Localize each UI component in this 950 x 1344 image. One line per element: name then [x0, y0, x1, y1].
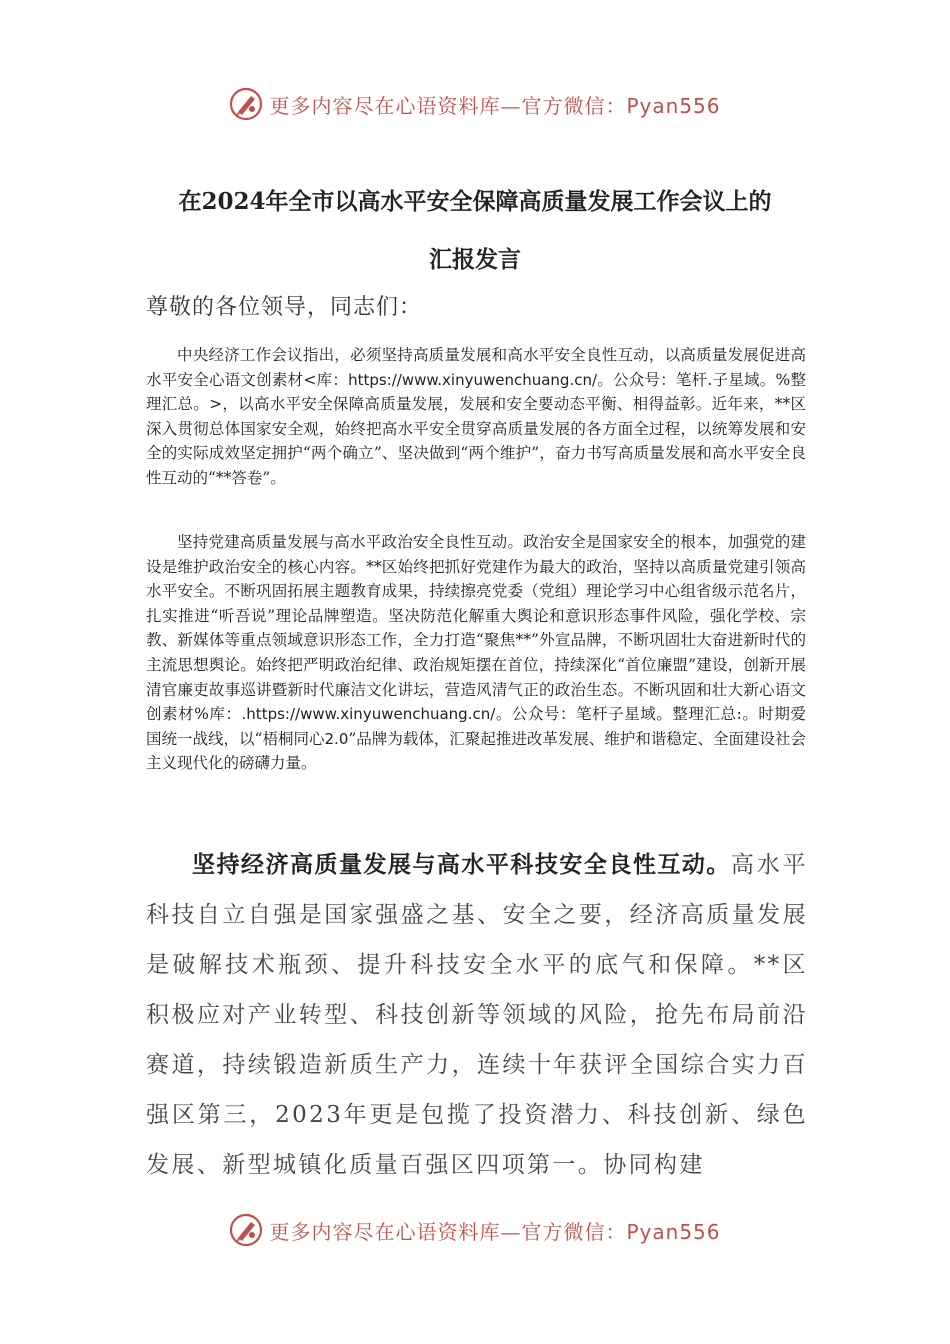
paragraph-2 — [146, 530, 806, 776]
banner-wechat-id: Pyan556 — [626, 1219, 721, 1244]
paragraph-3 — [146, 840, 808, 1190]
para2-text-c: ”品牌为载体，汇聚起推进改革发展、维护和谐稳定、全面建设社会主义现代化的磅礴力量。 — [146, 729, 806, 773]
pen-logo-icon — [229, 1213, 263, 1247]
paragraph-1 — [146, 343, 806, 491]
para2-text-a: 坚持党建高质量发展与高水平政治安全良性互动。政治安全是国家安全的根本，加强党的建设是维护政治安全的核心内容。**区始终把抓好党建作为最大的政治，坚持以高质量党建引领高水平安全。不断巩固拓展主题教育成果，持续擦亮党委（党组）理论学习中心组省级示范名片，扎实推进“听吾说”理论品牌塑造。坚决防范化解重大舆论和意识形态事件风险，强化学校、宗教、新媒体等重点领域意识形态工作，全力打造“聚焦**”外宣品牌，不断巩固壮大奋进新时代的主流思想舆论。始终把严明政治纪律、政治规矩摆在首位，持续深化“首位廉盟”建设，创新开展清官廉吏故事巡讲暨新时代廉洁文化讲坛，营造风清气正的政治生态。不断巩固和壮大新心语文创素材%库： — [146, 533, 806, 724]
pen-logo-icon — [229, 87, 263, 121]
banner-text — [269, 90, 720, 119]
para3-body: 高水平科技自立自强是国家强盛之基、安全之要，经济高质量发展是破解技术瓶颈、提升科技安全水平的底气和保障。**区积极应对产业转型、科技创新等领域的风险，抢先布局前沿赛道，持续锻造新质生产力，连续十年获评全国综合实力百强区第三，2023年更是包揽了投资潜力、科技创新、绿色发展、新型城镇化质量百强区四项第一。协同构建 — [146, 852, 809, 1178]
title-line-1: 在2024年全市以高水平安全保障高质量发展工作会议上的 — [178, 188, 772, 215]
para2-link[interactable]: .https://www.xinyuwenchuang.cn/ — [241, 705, 496, 724]
para2-text-b: 。公众号：笔杆子星域。整理汇总:。时期爱国统一战线，以“梧桐同心 — [146, 705, 806, 748]
title-line-2: 汇报发言 — [429, 246, 521, 273]
para3-lead: 坚持经济高质量发展与高水平科技安全良性互动。 — [192, 851, 731, 878]
document-title — [120, 173, 830, 289]
banner-wechat-id: Pyan556 — [626, 93, 721, 118]
header-banner[interactable] — [0, 84, 950, 124]
footer-banner[interactable] — [0, 1210, 950, 1250]
para1-link[interactable]: https://www.xinyuwenchuang.cn/ — [348, 370, 598, 389]
banner-label: 更多内容尽在心语资料库—官方微信： — [269, 93, 627, 118]
salutation: 尊敬的各位领导，同志们： — [146, 295, 423, 320]
banner-label: 更多内容尽在心语资料库—官方微信： — [269, 1219, 627, 1244]
para1-text-b: 。公众号：笔杆.子星域。%整理汇总。>，以高水平安全保障高质量发展，发展和安全要动态平衡、相得益彰。近年来，**区深入贯彻总体国家安全观，始终把高水平安全贯穿高质量发展的各方面全过程，以统筹发展和安全的实际成效坚定拥护“两个确立”、坚决做到“两个维护”，奋力书写高质量发展和高水平安全良性互动的“**答卷”。 — [146, 370, 806, 487]
para2-version: 2.0 — [324, 729, 349, 748]
banner-text — [269, 1216, 720, 1245]
para1-text-a: 中央经济工作会议指出，必须坚持高质量发展和高水平安全良性互动，以高质量发展促进高水平安全心语文创素材<库： — [146, 346, 806, 389]
